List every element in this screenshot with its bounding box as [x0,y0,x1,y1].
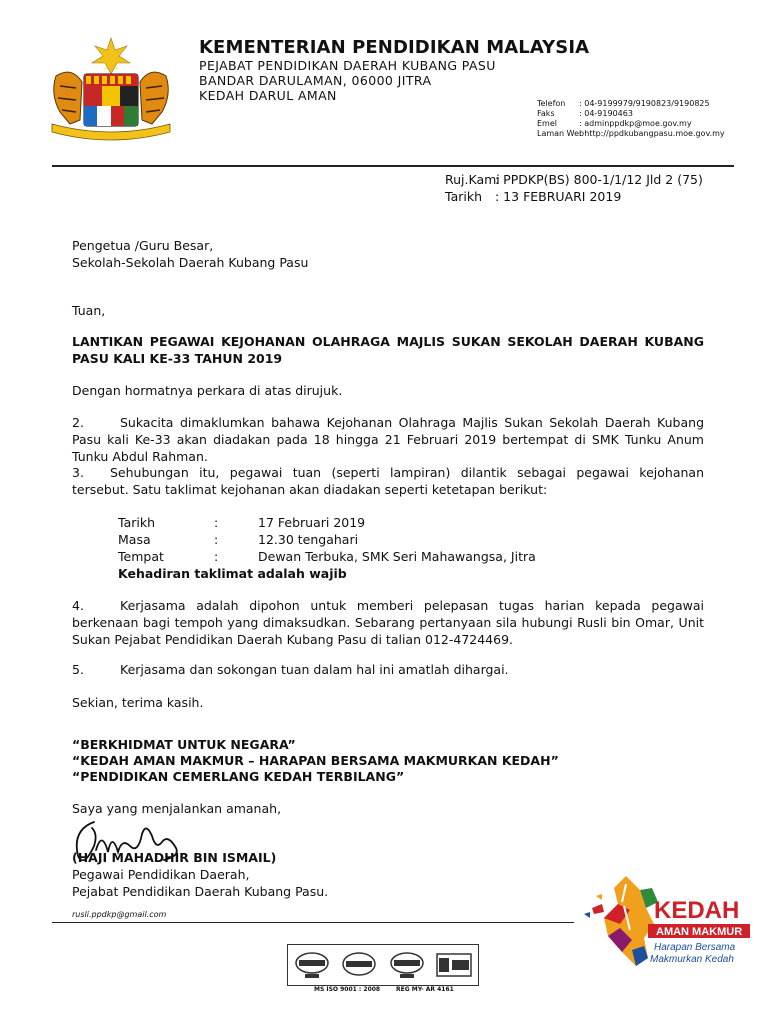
kedah-logo-tagline-1: Harapan Bersama [654,942,736,953]
footer-email: rusli.ppdkp@gmail.com [72,910,167,919]
date-value: : 13 FEBRUARI 2019 [495,189,622,204]
quality-system-icon [293,950,331,980]
motto-3: “PENDIDIKAN CEMERLANG KEDAH TERBILANG” [72,769,405,784]
briefing-place-label: Tempat [118,549,164,564]
briefing-place-value: Dewan Terbuka, SMK Seri Mahawangsa, Jitra [258,549,536,564]
recipient-line-2: Sekolah-Sekolah Daerah Kubang Pasu [72,255,309,270]
paragraph-number: 5. [72,662,84,677]
web-value: : http://ppdkubangpasu.moe.gov.my [579,129,725,138]
office-state: KEDAH DARUL AMAN [199,88,337,103]
fax-value: : 04-9190463 [579,109,633,118]
contact-fax [537,109,725,119]
closing-line: Sekian, terima kasih. [72,695,204,710]
paragraph-text: Kerjasama adalah dipohon untuk memberi pelepasan tugas harian kepada pegawai berkenaan bagi tempoh yang dimaksudkan. Sebarang pertanyaan sila hubungi Rusli bin Omar, Unit Sukan Pejabat Pendidikan Daerah Kubang Pasu di talian 012-4724469. [72,598,704,647]
separator: : [214,532,219,547]
ministry-title: KEMENTERIAN PENDIDIKAN MALAYSIA [199,37,590,58]
signatory-name: (HAJI MAHADHIR BIN ISMAIL) [72,850,277,865]
footer-divider [52,922,574,923]
paragraph-text: Kerjasama dan sokongan tuan dalam hal ini amatlah dihargai. [120,662,509,677]
paragraph-text: Sehubungan itu, pegawai tuan (seperti lampiran) dilantik sebagai pegawai kejohanan tersebut. Satu taklimat kejohanan akan diadakan seperti ketetapan berikut: [72,465,704,497]
certification-caption-iso: MS ISO 9001 : 2008 [314,986,381,993]
certification-logos [287,944,479,986]
paragraph-2 [72,414,704,465]
recipient-line-1: Pengetua /Guru Besar, [72,238,214,253]
briefing-note: Kehadiran taklimat adalah wajib [118,566,347,581]
email-label: Emel [537,119,557,128]
paragraph-number: 2. [72,415,84,430]
motto-1: “BERKHIDMAT UNTUK NEGARA” [72,737,296,752]
standards-icon [340,950,378,980]
signoff-trust-line: Saya yang menjalankan amanah, [72,801,282,816]
office-name: PEJABAT PENDIDIKAN DAERAH KUBANG PASU [199,58,496,73]
contact-email [537,119,725,129]
iqnet-icon [435,950,473,980]
intro-paragraph: Dengan hormatnya perkara di atas dirujuk. [72,383,343,398]
web-label: Laman Web [537,129,585,138]
phone-label: Telefon [537,99,566,108]
paragraph-3 [72,464,704,498]
malaysia-coat-of-arms-icon [46,36,176,141]
briefing-date-label: Tarikh [118,515,155,530]
reference-block [445,171,703,205]
phone-value: : 04-9199979/9190823/9190825 [579,99,710,108]
office-address-line: BANDAR DARULAMAN, 06000 JITRA [199,73,432,88]
date-label: Tarikh [445,189,482,204]
separator: : [214,549,219,564]
motto-2: “KEDAH AMAN MAKMUR – HARAPAN BERSAMA MAKMURKAN KEDAH” [72,753,559,768]
paragraph-text: Sukacita dimaklumkan bahawa Kejohanan Olahraga Majlis Sukan Sekolah Daerah Kubang Pasu kali Ke-33 akan diadakan pada 18 hingga 21 Februari 2019 bertempat di SMK Tunku Anum Tunku Abdul Rahman. [72,415,704,464]
contact-phone [537,99,725,109]
briefing-details [118,514,536,582]
signatory-office: Pejabat Pendidikan Daerah Kubang Pasu. [72,884,329,899]
fax-label: Faks [537,109,555,118]
separator: : [214,515,219,530]
paragraph-5 [72,661,704,678]
salutation: Tuan, [72,303,106,318]
reference-value: : PPDKP(BS) 800-1/1/12 Jld 2 (75) [495,172,703,187]
header-divider [52,165,734,167]
certification-caption-reg: REG MY- AR 4161 [396,986,454,993]
letter-subject: LANTIKAN PEGAWAI KEJOHANAN OLAHRAGA MAJLIS SUKAN SEKOLAH DAERAH KUBANG PASU KALI KE-33 TAHUN 2019 [72,334,704,366]
signatory-position: Pegawai Pendidikan Daerah, [72,867,250,882]
paragraph-number: 3. [72,465,84,480]
contact-block [537,99,725,139]
email-value: : adminppdkp@moe.gov.my [579,119,692,128]
kedah-logo-title: KEDAH [654,897,740,924]
briefing-time-label: Masa [118,532,151,547]
kedah-logo-tagline-2: Makmurkan Kedah [650,954,734,965]
quality-system-icon [388,950,426,980]
briefing-date-value: 17 Februari 2019 [258,515,366,530]
briefing-time-value: 12.30 tengahari [258,532,359,547]
kedah-aman-makmur-logo [574,866,764,976]
contact-web [537,129,725,139]
paragraph-4 [72,597,704,648]
kedah-logo-banner: AMAN MAKMUR [656,926,743,938]
reference-label: Ruj.Kami [445,172,500,187]
paragraph-number: 4. [72,598,84,613]
